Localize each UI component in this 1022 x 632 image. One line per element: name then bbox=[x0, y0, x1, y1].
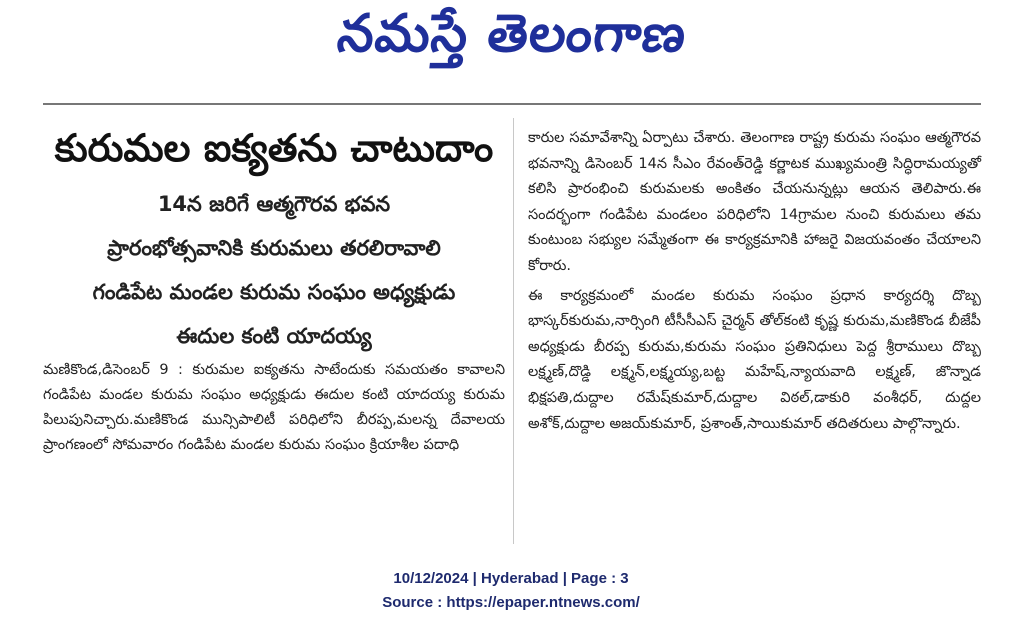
article-headline: కురుమల ఐక్యతను చాటుదాం bbox=[54, 126, 494, 170]
deck-line-3: గండిపేట మండల కురుమ సంఘం అధ్యక్షుడు bbox=[92, 280, 456, 304]
column-divider bbox=[513, 118, 514, 544]
article-body-left: మణికొండ,డిసెంబర్ 9 : కురుమల ఐక్యతను సాటేందుకు సమయతం కావాలని గండిపేట మండల కురుమ సంఘం అధ్యక్షుడు ఈదుల కంటి యాదయ్య కురుమ పిలుపునిచ్చారు.మణికొండ మున్సిపాలిటీ పరిధిలోని బీరప్ప,మలన్న దేవాలయ ప్రాంగణంలో సోమవారం గండిపేట మండల కురుమ సంఘం క్రియాశీల పదాధి bbox=[43, 362, 505, 453]
footer-source: Source : https://epaper.ntnews.com/ bbox=[382, 594, 640, 611]
newspaper-logo: నమస్తే తెలంగాణ bbox=[334, 3, 690, 64]
deck-line-2: ప్రారంభోత్సవానికి కురుమలు తరలిరావాలి bbox=[107, 236, 441, 260]
deck-line-4: ఈదుల కంటి యాదయ్య bbox=[176, 324, 372, 348]
article-body-right-para-2: ఈ కార్యక్రమంలో మండల కురుమ సంఘం ప్రధాన కార్యదర్శి దొబ్బ భాస్కర్‌కురుమ,నార్సింగి టీసీసీఎస్ చైర్మన్ తోల్‌కంటి కృష్ణ కురుమ,మణికొండ బీజేపీ అధ్యక్షుడు బీరప్ప కురుమ,కురుమ సంఘం ప్రతినిధులు పెద్ద శ్రీరాములు దొబ్బ లక్ష్మణ్,దొడ్డి లక్ష్మన్,లక్ష్మయ్య,బట్ట మహేష్,న్యాయవాది లక్ష్మణ్, జొన్నాడ భిక్షపతి,దుద్దాల రమేష్‌కుమార్,దుద్దాల విఠల్,డాకురి వంశీధర్, దుద్దల అశోక్,దుద్దాల అజయ్‌కుమార్, ప్రశాంత్,సాయికుమార్ తదితరులు పాల్గొన్నారు. bbox=[528, 287, 981, 432]
deck-line-1: 14న జరిగే ఆత్మగౌరవ భవన bbox=[157, 192, 391, 216]
article-right-column bbox=[528, 126, 981, 437]
article-body-right-para-1: కారుల సమావేశాన్ని ఏర్పాటు చేశారు. తెలంగాణ రాష్ట్ర కురుమ సంఘం ఆత్మగౌరవ భవనాన్ని డిసెంబర్ 14న సీఎం రేవంత్‌రెడ్డి కర్ణాటక ముఖ్యమంత్రి సిద్ధిరామయ్యతో కలిసి ప్రారంభించి కురుమలకు అంకితం చేయనున్నట్లు ఆయన తెలిపారు.ఈ సందర్భంగా గండిపేట మండలం పరిధిలోని 14గ్రామల నుంచి కురుమలు తమ కుంటుంబ సభ్యుల సమ్మేతంగా ఈ కార్యక్రమానికి హాజరై విజయవంతం చేయాలని కోరారు. bbox=[528, 130, 981, 274]
masthead bbox=[0, 0, 1022, 80]
footer-dateline: 10/12/2024 | Hyderabad | Page : 3 bbox=[393, 570, 629, 587]
header-rule bbox=[43, 103, 981, 105]
article-left-column bbox=[43, 120, 505, 458]
